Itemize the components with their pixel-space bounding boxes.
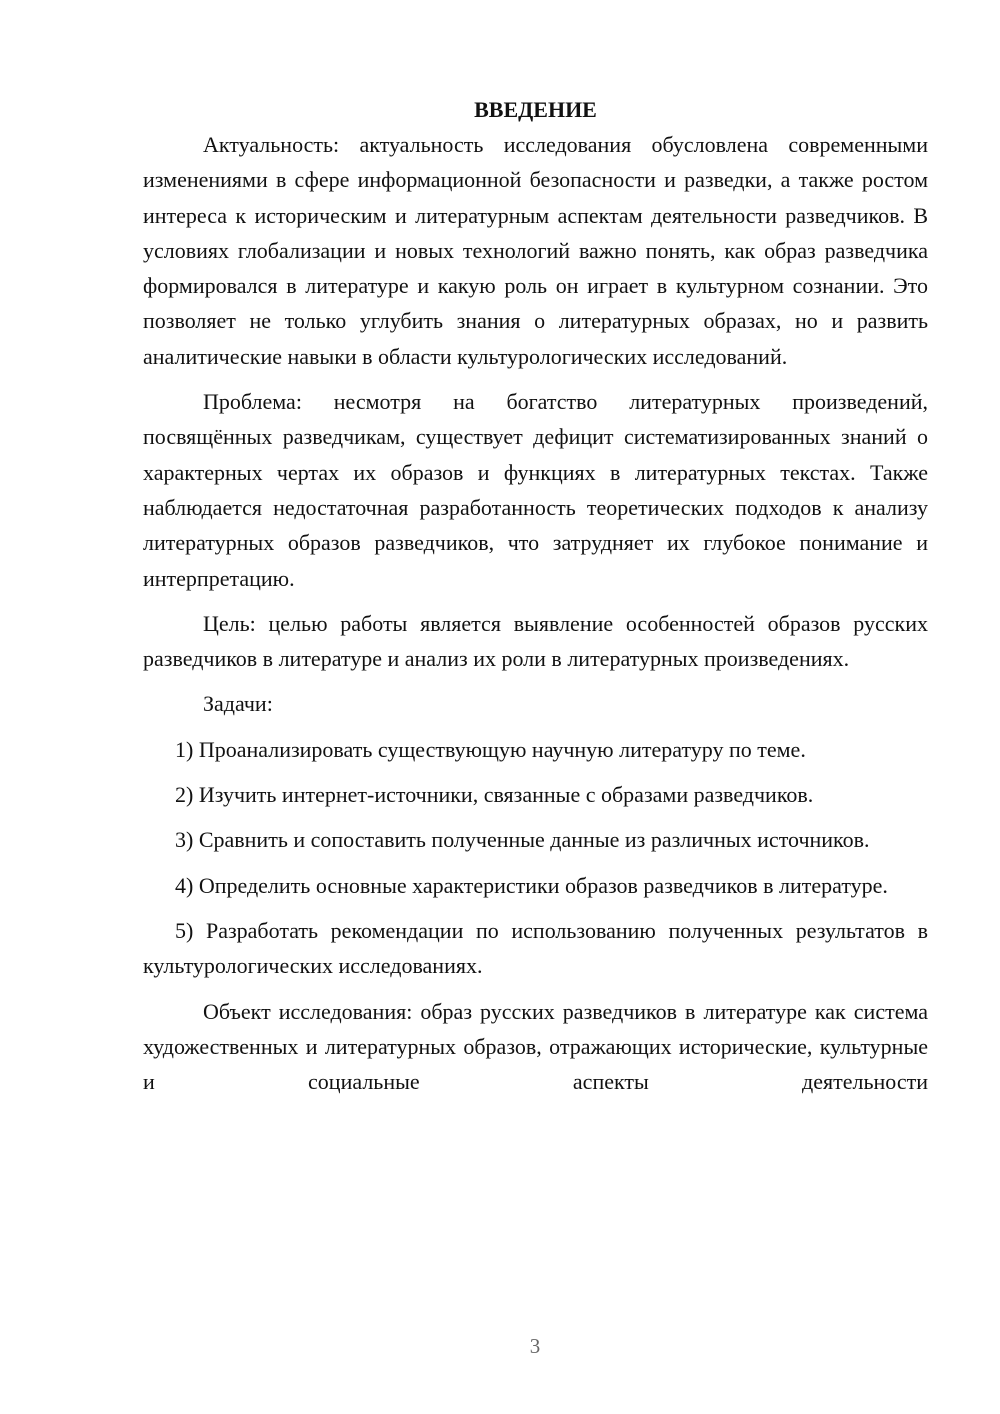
task-item-1: 1) Проанализировать существующую научную литературу по теме. <box>175 736 806 762</box>
paragraph-object: Объект исследования: образ русских разведчиков в литературе как система художественных и литературных образов, отражающих исторические, культурные и социальные аспекты деятельности <box>143 998 928 1095</box>
document-body <box>143 92 928 1099</box>
task-item-2: 2) Изучить интернет-источники, связанные с образами разведчиков. <box>175 782 814 808</box>
task-item-5: 5) Разработать рекомендации по использованию полученных результатов в культурологических исследованиях. <box>143 917 928 979</box>
paragraph-problem: Проблема: несмотря на богатство литературных произведений, посвящённых разведчикам, существует дефицит систематизированных знаний о характерных чертах их образов и функциях в литературных текстах. Также наблюдается недостаточная разработанность теоретических подходов к анализу литературных образов разведчиков, что затрудняет их глубокое понимание и интерпретацию. <box>143 389 928 591</box>
task-item-3: 3) Сравнить и сопоставить полученные данные из различных источников. <box>175 827 870 853</box>
paragraph-goal: Цель: целью работы является выявление особенностей образов русских разведчиков в литературе и анализ их роли в литературных произведениях. <box>143 610 928 672</box>
tasks-label: Задачи: <box>203 691 273 717</box>
paragraph-relevance: Актуальность: актуальность исследования обусловлена современными изменениями в сфере информационной безопасности и разведки, а также ростом интереса к историческим и литературным аспектам деятельности разведчиков. В условиях глобализации и новых технологий важно понять, как образ разведчика формировался в литературе и какую роль он играет в культурном сознании. Это позволяет не только углубить знания о литературных образах, но и развить аналитические навыки в области культурологических исследований. <box>143 132 928 369</box>
page-number: 3 <box>529 1334 541 1358</box>
task-item-4: 4) Определить основные характеристики образов разведчиков в литературе. <box>175 872 888 898</box>
section-heading: ВВЕДЕНИЕ <box>474 97 597 122</box>
